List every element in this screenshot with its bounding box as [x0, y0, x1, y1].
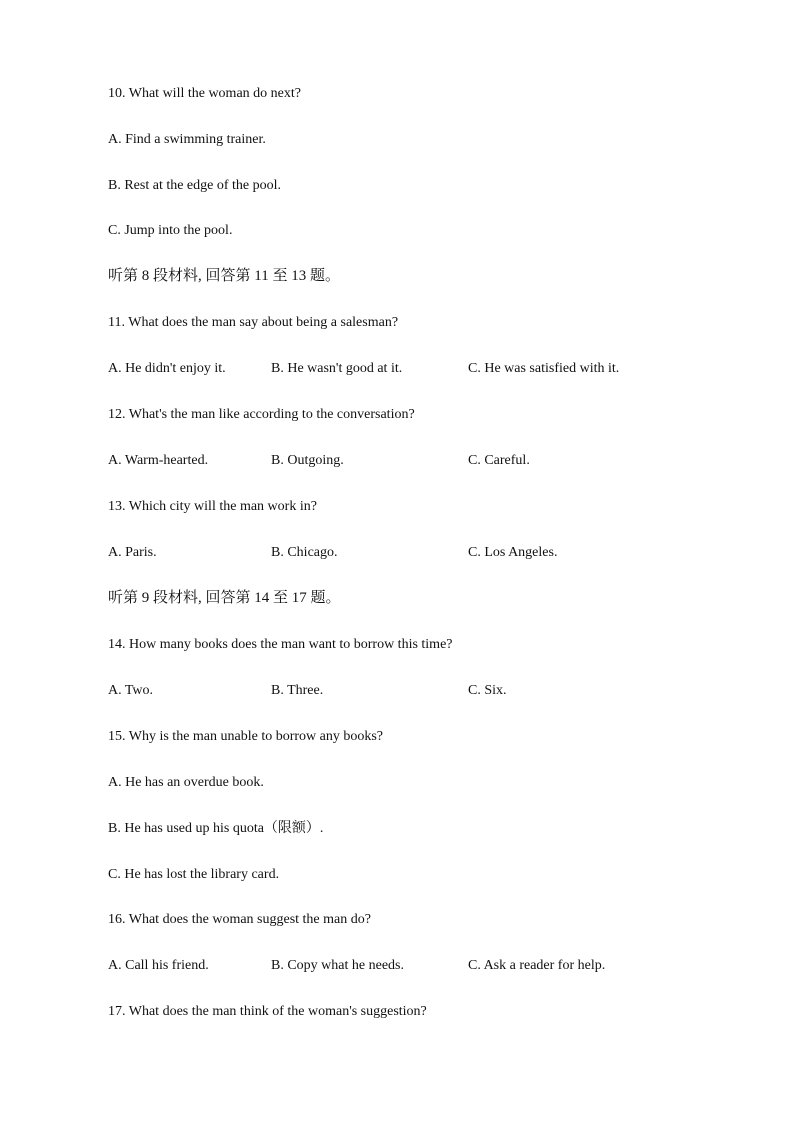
question-10-option-c: C. Jump into the pool.	[108, 223, 233, 238]
question-14-option-b: B. Three.	[271, 683, 324, 698]
question-12-option-a: A. Warm-hearted.	[108, 453, 209, 468]
question-16-option-c: C. Ask a reader for help.	[468, 958, 606, 973]
question-12-option-b: B. Outgoing.	[271, 453, 344, 468]
question-12-option-c: C. Careful.	[468, 453, 530, 468]
question-14: 14. How many books does the man want to borrow this time?	[108, 637, 453, 652]
question-15-option-c: C. He has lost the library card.	[108, 867, 280, 882]
question-11: 11. What does the man say about being a salesman?	[108, 315, 399, 330]
question-13-option-c: C. Los Angeles.	[468, 545, 558, 560]
question-15-option-a: A. He has an overdue book.	[108, 775, 264, 790]
question-13-option-b: B. Chicago.	[271, 545, 338, 560]
question-11-option-a: A. He didn't enjoy it.	[108, 361, 226, 376]
question-13-option-a: A. Paris.	[108, 545, 157, 560]
question-11-option-b: B. He wasn't good at it.	[271, 361, 403, 376]
question-12: 12. What's the man like according to the conversation?	[108, 407, 415, 422]
question-16-option-b: B. Copy what he needs.	[271, 958, 404, 973]
question-11-option-c: C. He was satisfied with it.	[468, 361, 620, 376]
section-8-heading: 听第 8 段材料, 回答第 11 至 13 题。	[108, 268, 340, 284]
question-14-option-c: C. Six.	[468, 683, 507, 698]
section-9-heading: 听第 9 段材料, 回答第 14 至 17 题。	[108, 590, 341, 606]
question-16-option-a: A. Call his friend.	[108, 958, 209, 973]
question-16: 16. What does the woman suggest the man do?	[108, 912, 371, 927]
question-15-option-b: B. He has used up his quota（限额）.	[108, 821, 324, 836]
question-15: 15. Why is the man unable to borrow any books?	[108, 729, 384, 744]
question-13: 13. Which city will the man work in?	[108, 499, 317, 514]
question-10-option-b: B. Rest at the edge of the pool.	[108, 178, 282, 193]
question-10-option-a: A. Find a swimming trainer.	[108, 132, 266, 147]
question-14-option-a: A. Two.	[108, 683, 154, 698]
question-17: 17. What does the man think of the woman's suggestion?	[108, 1004, 427, 1019]
question-10: 10. What will the woman do next?	[108, 86, 301, 101]
